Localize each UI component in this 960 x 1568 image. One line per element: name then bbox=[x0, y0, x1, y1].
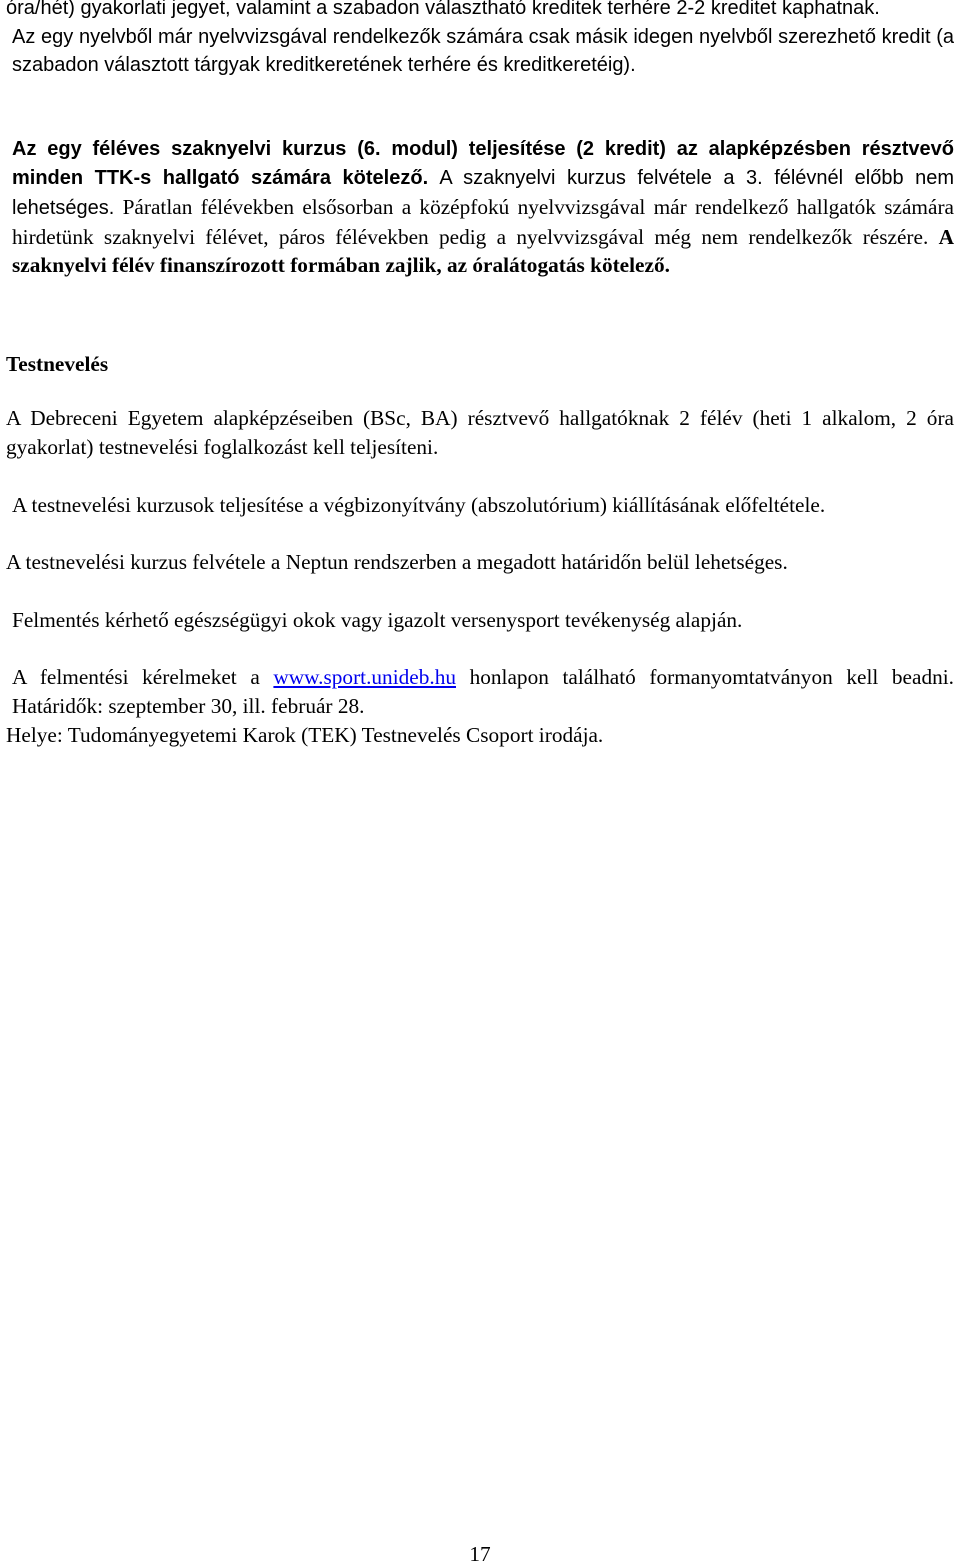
enrollment-note: A szaknyelvi kurzus felvétele a 3. félévnél előbb nem lehetséges. bbox=[12, 167, 954, 219]
paragraph-pe-exemption-request bbox=[6, 663, 954, 720]
exemption-text-after: honlapon található formanyomtatványon kell beadni. Határidők: szeptember 30, ill. február 28. bbox=[12, 665, 954, 718]
paragraph-pe-prerequisite: A testnevelési kurzusok teljesítése a végbizonyítvány (abszolutórium) kiállításának előfeltétele. bbox=[12, 492, 826, 517]
paragraph-language-exam: Az egy nyelvből már nyelvvizsgával rendelkezők számára csak másik idegen nyelvből szerezhető kredit (a szabadon választott tárgyak kreditkeretének terhére és kreditkeretéig). bbox=[12, 25, 954, 77]
page-number: 17 bbox=[469, 1542, 491, 1566]
section-title-testneveles: Testnevelés bbox=[6, 351, 109, 376]
bold-requirement: Az egy féléves szaknyelvi kurzus (6. modul) teljesítése (2 kredit) az alapképzésben résztvevő minden TTK-s hallgató számára kötelező. bbox=[12, 137, 954, 190]
paragraph-pe-exemption: Felmentés kérhető egészségügyi okok vagy igazolt versenysport tevékenység alapján. bbox=[12, 607, 743, 632]
paragraph-credits: óra/hét) gyakorlati jegyet, valamint a szabadon választható kreditek terhére 2-2 kreditet kaphatnak. bbox=[6, 0, 880, 19]
paragraph-specialized-language bbox=[6, 134, 954, 280]
paragraph-pe-location: Helye: Tudományegyetemi Karok (TEK) Testnevelés Csoport irodája. bbox=[6, 722, 604, 747]
paragraph-pe-requirement: A Debreceni Egyetem alapképzéseiben (BSc, BA) résztvevő hallgatóknak 2 félév (heti 1 alkalom, 2 óra gyakorlat) testnevelési foglalkozást kell teljesíteni. bbox=[6, 406, 954, 459]
paragraph-pe-registration: A testnevelési kurzus felvétele a Neptun rendszerben a megadott határidőn belül lehetséges. bbox=[6, 550, 788, 575]
bold-funding-note: A szaknyelvi félév finanszírozott formában zajlik, az óralátogatás kötelező. bbox=[12, 224, 954, 278]
sport-website-link[interactable]: www.sport.unideb.hu bbox=[273, 665, 456, 690]
semester-note: Páratlan félévekben elsősorban a középfokú nyelvvizsgával már rendelkező hallgatók számára hirdetünk szaknyelvi félévet, páros félévekben pedig a nyelvvizsgával még nem rendelkezők részére. bbox=[12, 194, 954, 249]
exemption-text-before: A felmentési kérelmeket a bbox=[12, 665, 274, 690]
document-page bbox=[6, 0, 954, 749]
